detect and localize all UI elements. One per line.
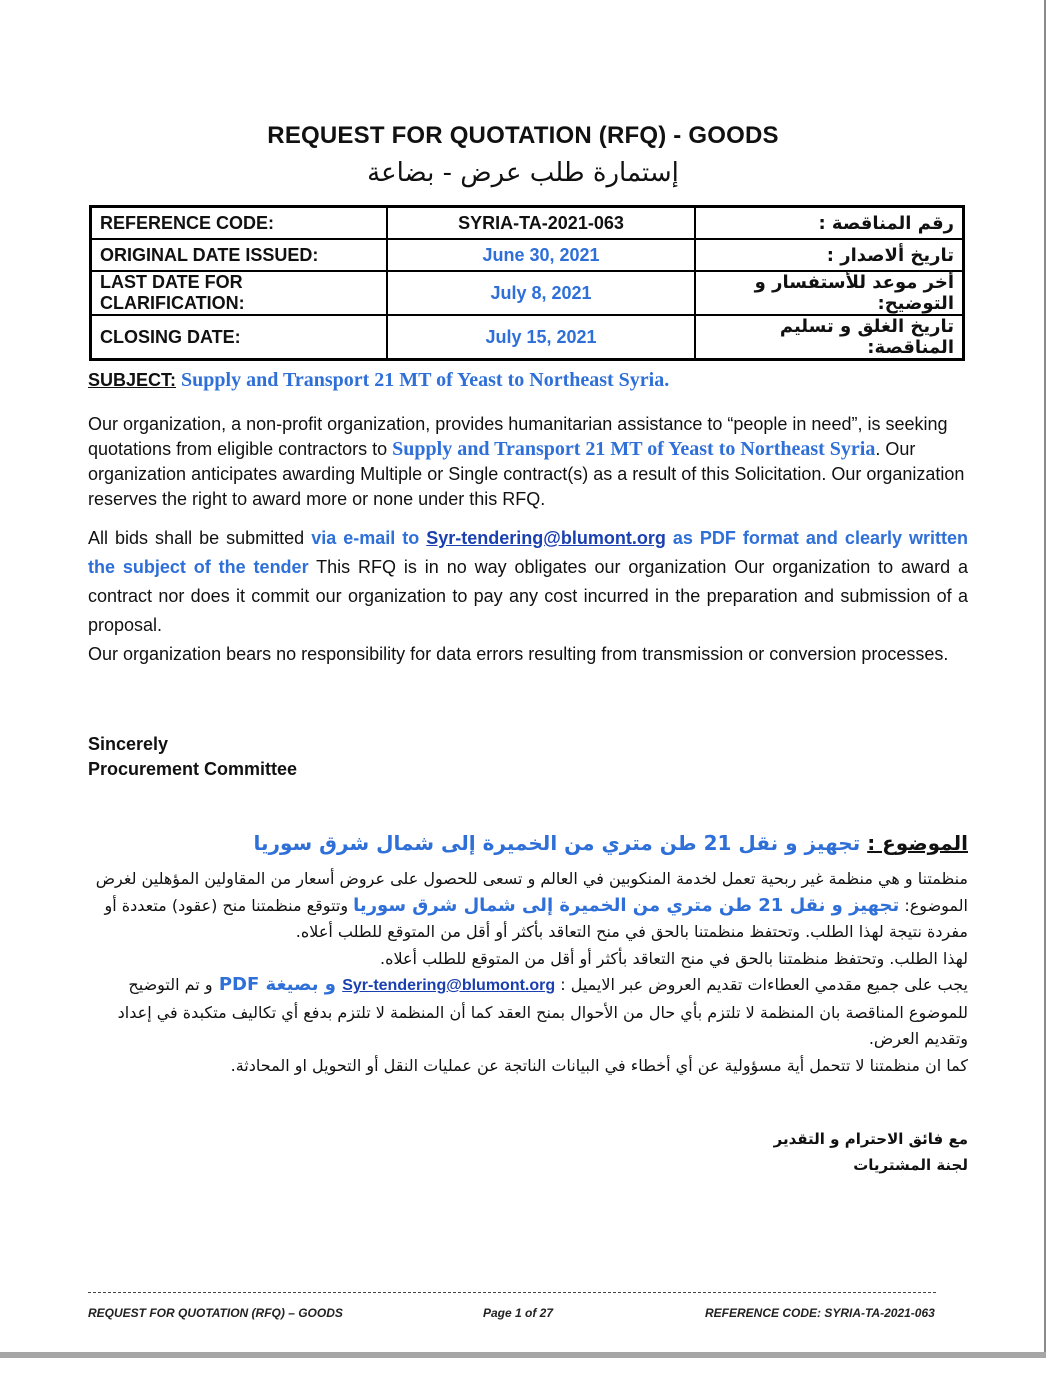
submission-text: All bids shall be submitted (88, 528, 312, 548)
intro-paragraph (88, 412, 968, 512)
submission-via: via e-mail to (311, 528, 427, 548)
subject-label: SUBJECT: (88, 370, 177, 390)
arabic-paragraph-3 (78, 972, 968, 1053)
footer-reference: REFERENCE CODE: SYRIA-TA-2021-063 (705, 1306, 935, 1320)
date-issued-label: ORIGINAL DATE ISSUED: (91, 239, 388, 271)
responsibility-text: Our organization bears no responsibility for data errors resulting from transmission or conversion processes. (88, 644, 949, 664)
footer-divider (88, 1292, 936, 1293)
email-link[interactable]: Syr-tendering@blumont.org (426, 528, 666, 548)
intro-highlight: Supply and Transport 21 MT of Yeast to Northeast Syria (392, 438, 876, 460)
footer-page-number: Page 1 of 27 (483, 1306, 554, 1320)
submission-paragraph (88, 524, 968, 669)
table-row (91, 271, 964, 315)
submission-text-end: This RFQ is in no way obligates our organization Our organization to award a contract nor does it commit our organization to pay any cost incurred in the preparation and submission of a proposal. (88, 557, 968, 635)
reference-code-value: SYRIA-TA-2021-063 (387, 207, 695, 240)
arabic-signature-closing: مع فائق الاحترام و التقدير (773, 1130, 968, 1148)
date-issued-label-arabic: تاريخ ألاصدار : (695, 239, 964, 271)
page-title-arabic: إستمارة طلب عرض - بضاعة (367, 158, 679, 188)
closing-date-label: CLOSING DATE: (91, 315, 388, 360)
arabic-text-end: وتتوقع منظمتنا منح (عقود) متعددة أو مفردة نتيجة لهذا الطلب. وتحتفظ منظمتنا بالحق في منح التعاقد بأكثر أو أقل من المتوقع للطلب أعلاه. (104, 895, 968, 941)
page-gap (0, 1358, 1046, 1400)
reference-table (89, 205, 965, 361)
arabic-subject-text: تجهيز و نقل 21 طن متري من الخميرة إلى شمال شرق سوريا (253, 831, 861, 855)
arabic-paragraph-1 (78, 866, 968, 946)
intro-text: Our organization, a non-profit organization, provides humanitarian assistance to “people in need”, is seeking quotations from eligible contractors to (88, 414, 948, 459)
clarification-date-label-arabic: أخر موعد للأستفسار و التوضيح: (695, 271, 964, 315)
clarification-date-value: July 8, 2021 (387, 271, 695, 315)
closing-date-value: July 15, 2021 (387, 315, 695, 360)
arabic-signature-block (78, 1126, 968, 1178)
arabic-subject-label: الموضوع : (867, 831, 968, 855)
arabic-body (78, 866, 968, 1079)
signature-block (88, 732, 968, 782)
reference-code-label: REFERENCE CODE: (91, 207, 388, 240)
arabic-signature-committee: لجنة المشتريات (853, 1156, 968, 1174)
footer-title: REQUEST FOR QUOTATION (RFQ) – GOODS (88, 1306, 343, 1320)
intro-text-end: . Our organization anticipates awarding Multiple or Single contract(s) as a result of this Solicitation. Our organization reserves the right to award more or none under this RFQ. (88, 439, 965, 509)
subject-text: Supply and Transport 21 MT of Yeast to Northeast Syria. (181, 369, 670, 391)
arabic-text: منظمتنا و هي منظمة غير ربحية تعمل لخدمة المنكوبين في العالم و تسعى للحصول على عروض أسعار من المقاولين المؤهلين لغرض الموضوع: (95, 869, 968, 915)
signature-closing: Sincerely (88, 734, 169, 754)
arabic-highlight: تجهيز و نقل 21 طن متري من الخميرة إلى شمال شرق سوريا (353, 894, 900, 916)
subject-line (88, 368, 968, 393)
date-issued-value: June 30, 2021 (387, 239, 695, 271)
reference-code-label-arabic: رقم المناقصة : (695, 207, 964, 240)
arabic-format: و بصيغة PDF (212, 974, 343, 995)
arabic-paragraph-2: لهذا الطلب. وتحتفظ منظمتنا بالحق في منح التعاقد بأكثر أو أقل من المتوقع للطلب أعلاه. (379, 948, 968, 968)
arabic-email-link[interactable]: Syr-tendering@blumont.org (342, 977, 556, 994)
submission-format: as PDF format and clearly written the subject of the tender (88, 528, 968, 577)
table-row (91, 315, 964, 360)
table-row (91, 239, 964, 271)
arabic-paragraph-4: كما ان منظمتنا لا تتحمل أية مسؤولية عن أي أخطاء في البيانات الناتجة عن عمليات النقل أو التحويل او المحادثة. (230, 1055, 968, 1075)
arabic-submission-text-end: و تم التوضيح للموضوع المناقصة بان المنظمة لا تلتزم بأي حال من الأحوال بمنح العقد كما أن المنظمة لا تلتزم بدفع أي تكاليف متكبدة في إعداد وتقديم العرض. (117, 975, 968, 1048)
arabic-submission-text: يجب على جميع مقدمي العطاءات تقديم العروض عبر الايميل : (555, 975, 968, 994)
closing-date-label-arabic: تاريخ الغلق و تسليم المناقصة: (695, 315, 964, 360)
clarification-date-label: LAST DATE FOR CLARIFICATION: (91, 271, 388, 315)
signature-committee: Procurement Committee (88, 759, 298, 779)
page-title: REQUEST FOR QUOTATION (RFQ) - GOODS (267, 122, 779, 149)
arabic-subject-line (78, 830, 968, 856)
table-row (91, 207, 964, 240)
